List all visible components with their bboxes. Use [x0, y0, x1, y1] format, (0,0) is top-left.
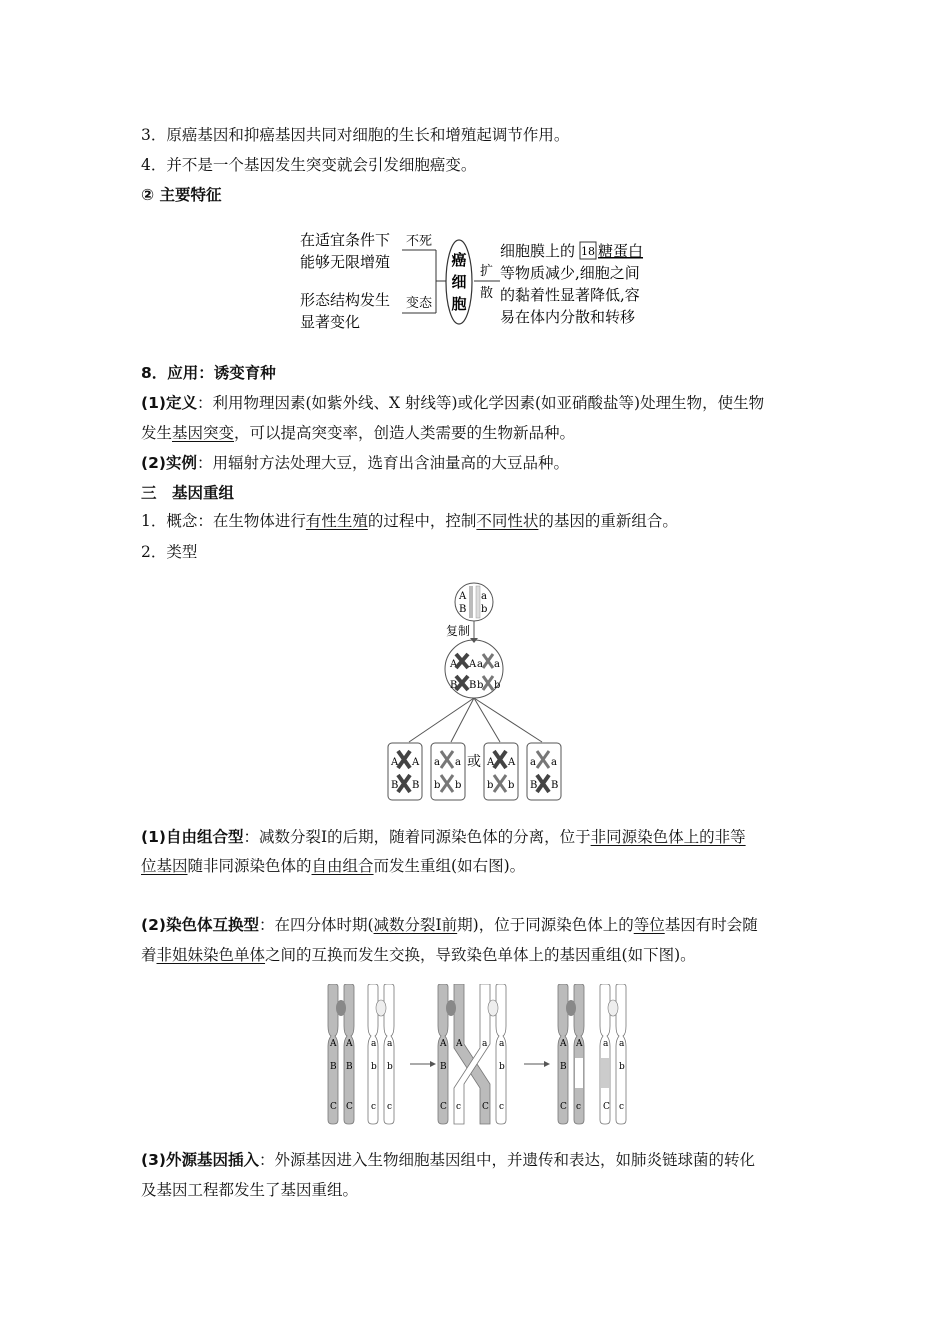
answer-different-traits: 不同性状: [476, 512, 539, 530]
p2-c1: c: [456, 1102, 462, 1112]
g3-A1: A: [487, 757, 495, 768]
concept-c: 的基因的重新组合。: [538, 512, 678, 530]
type3-label: (3)外源基因插入: [141, 1151, 259, 1169]
cell-left1-line1: 在适宜条件下: [300, 231, 391, 249]
spread-char-1: 扩: [480, 264, 494, 279]
g3-A2: A: [508, 757, 516, 768]
concept-a: 1．概念：在生物体进行: [141, 512, 306, 530]
p1-c1: c: [371, 1102, 377, 1112]
mid-a2: a: [494, 659, 500, 670]
type2-b: 期)，位于同源染色体上的: [457, 916, 634, 934]
p1-C1: C: [330, 1102, 337, 1112]
free-combination-diagram: [380, 582, 570, 804]
g2-b2: b: [455, 780, 462, 791]
p3-b2: b: [619, 1062, 625, 1072]
copy-label: 复制: [446, 624, 471, 638]
def-label: (1)定义: [141, 394, 197, 412]
type3-line2: 及基因工程都发生了基因重组。: [141, 1181, 359, 1199]
type1-b: 随非同源染色体的: [187, 857, 312, 875]
center-char-2: 细: [451, 273, 467, 291]
g2-a1: a: [434, 757, 440, 768]
g1-A1: A: [391, 757, 399, 768]
p2-A1: A: [440, 1039, 447, 1049]
right-line4: 易在体内分散和转移: [500, 308, 636, 326]
p1-B1: B: [330, 1062, 337, 1072]
concept-b: 的过程中，控制: [367, 512, 477, 530]
type2-d: 着: [141, 946, 157, 964]
g1-B1: B: [391, 780, 399, 791]
blank-number: 18: [581, 245, 595, 258]
p3-a2: a: [619, 1039, 625, 1049]
p1-C2: C: [346, 1102, 353, 1112]
mid-B2: B: [469, 680, 477, 691]
p3-B1: B: [560, 1062, 567, 1072]
answer-allelic: 等位: [633, 916, 665, 934]
crossing-over-diagram: [320, 984, 640, 1126]
p2-C1: C: [440, 1102, 447, 1112]
p2-C2: C: [482, 1102, 489, 1112]
p3-c1: c: [576, 1102, 582, 1112]
center-char-3: 胞: [451, 295, 467, 313]
g4-B2: B: [551, 780, 559, 791]
spread-char-2: 散: [480, 286, 494, 301]
blank-answer: 糖蛋白: [598, 242, 644, 260]
g2-b1: b: [434, 780, 441, 791]
right-line2: 等物质减少,细胞之间: [500, 264, 640, 282]
cell-left2-line2: 显著变化: [300, 313, 361, 331]
type2-label: (2)染色体互换型: [141, 916, 259, 934]
s8-example-line: [141, 452, 569, 474]
p3-a1: a: [603, 1039, 609, 1049]
section-3-title: 三 基因重组: [141, 484, 235, 502]
p1-b1: b: [371, 1062, 377, 1072]
tag-immortal: 不死: [406, 234, 433, 249]
type1-a: ：减数分裂Ⅰ的后期，随着同源染色体的分离，位于: [243, 828, 591, 846]
mid-a1: a: [477, 659, 483, 670]
s8-definition-line1: [141, 392, 764, 414]
p2-c2: c: [499, 1102, 505, 1112]
type3-line1: [141, 1149, 755, 1171]
def-b2: ，可以提高突变率，创造人类需要的生物新品种。: [234, 424, 576, 442]
example-label: (2)实例: [141, 454, 197, 472]
type1-c: 而发生重组(如右图)。: [373, 857, 526, 875]
p1-a1: a: [371, 1039, 377, 1049]
top-b: b: [481, 604, 488, 615]
p3-C1: C: [560, 1102, 567, 1112]
line-3: 3．原癌基因和抑癌基因共同对细胞的生长和增殖起调节作用。: [141, 126, 570, 144]
p1-B2: B: [346, 1062, 353, 1072]
g4-B1: B: [530, 780, 538, 791]
mid-A2: A: [469, 659, 477, 670]
g3-b2: b: [508, 780, 515, 791]
cell-left1-line2: 能够无限增殖: [300, 253, 391, 271]
cancer-cell-diagram: [296, 225, 656, 340]
type2-line2: [141, 944, 696, 966]
answer-nonsister: 非姐妹染色单体: [156, 946, 266, 964]
type2-a: ：在四分体时期(: [258, 916, 374, 934]
p2-a2: a: [499, 1039, 505, 1049]
p2-A2: A: [456, 1039, 463, 1049]
g4-a2: a: [551, 757, 557, 768]
def-text: ：利用物理因素(如紫外线、X 射线等)或化学因素(如亚硝酸盐等)处理生物，使生物: [196, 394, 765, 412]
section-8-title: 8．应用：诱变育种: [141, 364, 276, 382]
type2-e: 之间的互换而发生交换，导致染色单体上的基因重组(如下图)。: [265, 946, 696, 964]
right-line1-a: 细胞膜上的: [500, 242, 576, 260]
center-char-1: 癌: [451, 251, 467, 269]
main-feature-heading: ② 主要特征: [141, 186, 222, 204]
type2-c: 基因有时会随: [664, 916, 758, 934]
g1-A2: A: [412, 757, 420, 768]
p3-A1: A: [560, 1039, 567, 1049]
answer-gene: 位基因: [141, 857, 188, 875]
line-4: 4．并不是一个基因发生突变就会引发细胞癌变。: [141, 156, 477, 174]
type1-line2: [141, 855, 525, 877]
p3-c2: c: [619, 1102, 625, 1112]
answer-nonhomologous: 非同源染色体上的非等: [590, 828, 746, 846]
cell-left2-line1: 形态结构发生: [300, 291, 391, 309]
g2-a2: a: [455, 757, 461, 768]
type3-a: ：外源基因进入生物细胞基因组中，并遗传和表达，如肺炎链球菌的转化: [258, 1151, 755, 1169]
p3-C2: C: [603, 1102, 610, 1112]
mid-A1: A: [450, 659, 458, 670]
top-a: a: [481, 591, 487, 602]
p2-B1: B: [440, 1062, 447, 1072]
p1-c2: c: [387, 1102, 393, 1112]
mid-b1: b: [477, 680, 484, 691]
example-text: ：用辐射方法处理大豆，选育出含油量高的大豆品种。: [196, 454, 569, 472]
right-line3: 的黏着性显著降低,容: [500, 286, 640, 304]
p1-A2: A: [346, 1039, 353, 1049]
top-B: B: [459, 604, 467, 615]
p3-A2: A: [576, 1039, 583, 1049]
def-b1: 发生: [141, 424, 173, 442]
g3-b1: b: [487, 780, 494, 791]
answer-gene-mutation: 基因突变: [172, 424, 235, 442]
p2-a1: a: [482, 1039, 488, 1049]
answer-sexual-reproduction: 有性生殖: [305, 512, 368, 530]
g1-B2: B: [412, 780, 420, 791]
type1-line1: [141, 826, 746, 848]
type2-line1: [141, 914, 758, 936]
mid-b2: b: [494, 680, 501, 691]
answer-meiosis-prophase: 减数分裂Ⅰ前: [373, 916, 458, 934]
mid-B1: B: [450, 680, 458, 691]
p1-A1: A: [330, 1039, 337, 1049]
or-label: 或: [467, 754, 481, 770]
tag-transform: 变态: [406, 296, 433, 311]
p1-a2: a: [387, 1039, 393, 1049]
s3-concept-line: [141, 510, 678, 532]
s3-types-line: 2．类型: [141, 543, 198, 561]
top-A: A: [459, 591, 467, 602]
p1-b2: b: [387, 1062, 393, 1072]
answer-free-combination: 自由组合: [311, 857, 374, 875]
s8-definition-line2: [141, 422, 575, 444]
type1-label: (1)自由组合型: [141, 828, 244, 846]
g4-a1: a: [530, 757, 536, 768]
p2-b2: b: [499, 1062, 505, 1072]
